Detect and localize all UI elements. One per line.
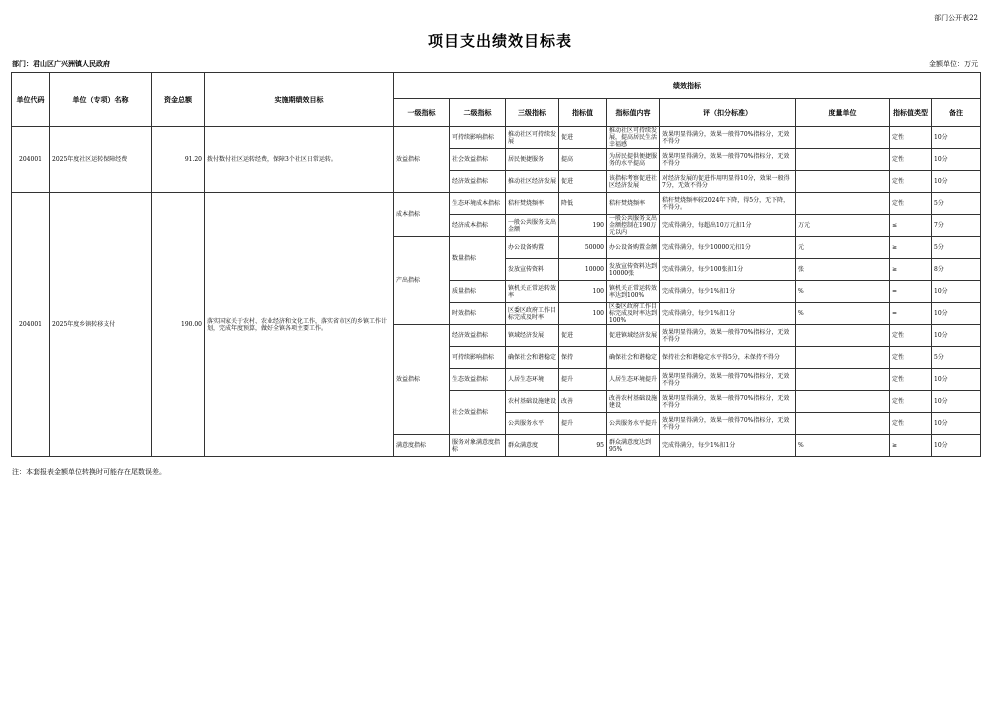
value-type-cell: ≤ [890,215,932,237]
value-type-cell: ≥ [890,237,932,259]
value-cell: 提升 [559,369,607,391]
content-cell: 一般公共服务支出金额控制在190万元以内 [607,215,660,237]
remark-cell: 10分 [932,325,981,347]
level3-cell: 群众满意度 [506,435,559,457]
measure-cell [796,325,890,347]
value-type-cell: 定性 [890,171,932,193]
level3-cell: 推动社区可持续发展 [506,127,559,149]
measure-cell: % [796,303,890,325]
measure-cell: 万元 [796,215,890,237]
table-number-label: 部门公开表22 [934,14,978,22]
value-cell: 50000 [559,237,607,259]
level1-cell: 成本指标 [394,193,450,237]
level1-cell: 效益指标 [394,127,450,193]
level3-cell: 办公设备购置 [506,237,559,259]
value-cell: 促进 [559,325,607,347]
scoring-cell: 效果明显得满分，效果一般得70%指标分，无效不得分 [660,127,796,149]
unit-name-cell: 2025年度乡镇转移支付 [50,193,152,457]
value-cell: 降低 [559,193,607,215]
header-unit-name: 单位（专项）名称 [50,73,152,127]
level2-cell: 社会效益指标 [450,391,506,435]
content-cell: 人居生态环境提升 [607,369,660,391]
funds-cell: 91.20 [152,127,205,193]
value-type-cell: 定性 [890,193,932,215]
level3-cell: 发放宣传资料 [506,259,559,281]
scoring-cell: 效果明显得满分，效果一般得70%指标分，无效不得分 [660,391,796,413]
remark-cell: 10分 [932,369,981,391]
remark-cell: 5分 [932,237,981,259]
value-type-cell: 定性 [890,347,932,369]
header-unit-code: 单位代码 [12,73,50,127]
scoring-cell: 完成得满分，每少1%扣1分 [660,303,796,325]
content-cell: 发放宣传资料达到10000张 [607,259,660,281]
content-cell: 改善农村基础设施建设 [607,391,660,413]
remark-cell: 7分 [932,215,981,237]
funds-cell: 190.00 [152,193,205,457]
measure-cell: 元 [796,237,890,259]
level3-cell: 居民便捷服务 [506,149,559,171]
scoring-cell: 效果明显得满分，效果一般得70%指标分，无效不得分 [660,413,796,435]
level1-cell: 产出指标 [394,237,450,325]
measure-cell: % [796,281,890,303]
remark-cell: 5分 [932,193,981,215]
remark-cell: 10分 [932,149,981,171]
target-cell: 落实国家关于农村、农业经济和文化工作，落实省市区的乡镇工作计划，完成年度预算，做好全镇各项主要工作。 [205,193,394,457]
value-cell: 保持 [559,347,607,369]
level3-cell: 推动社区经济发展 [506,171,559,193]
value-type-cell: = [890,281,932,303]
measure-cell [796,171,890,193]
header-measure: 度量单位 [796,99,890,127]
level2-cell: 可持续影响指标 [450,347,506,369]
level3-cell: 确保社会和谐稳定 [506,347,559,369]
level2-cell: 可持续影响指标 [450,127,506,149]
measure-cell: 张 [796,259,890,281]
page-title: 项目支出绩效目标表 [427,32,572,50]
target-cell: 拨付数付社区运转经费，保障3个社区日常运转。 [205,127,394,193]
value-type-cell: = [890,303,932,325]
remark-cell: 10分 [932,171,981,193]
value-cell: 促进 [559,127,607,149]
value-cell: 促进 [559,171,607,193]
level2-cell: 生态环境成本指标 [450,193,506,215]
level2-cell: 社会效益指标 [450,149,506,171]
remark-cell: 10分 [932,413,981,435]
scoring-cell: 效果明显得满分，效果一般得70%指标分，无效不得分 [660,369,796,391]
scoring-cell: 效果明显得满分，效果一般得70%指标分，无效不得分 [660,149,796,171]
performance-table [11,72,981,457]
value-type-cell: 定性 [890,149,932,171]
level3-cell: 镇域经济发展 [506,325,559,347]
header-content: 指标值内容 [607,99,660,127]
value-cell: 提升 [559,413,607,435]
level2-cell: 时效指标 [450,303,506,325]
scoring-cell: 完成得满分，每少1%扣1分 [660,281,796,303]
content-cell: 推动社区可持续发展，提高居民生活幸福感 [607,127,660,149]
value-type-cell: 定性 [890,369,932,391]
value-cell: 95 [559,435,607,457]
scoring-cell: 对经济发展的促进作用明显得10分，效果一般得7分，无效不得分 [660,171,796,193]
level1-cell: 效益指标 [394,325,450,435]
scoring-cell: 秸秆焚烧频率较2024年下降，得5分，无下降，不得分。 [660,193,796,215]
scoring-cell: 效果明显得满分，效果一般得70%指标分，无效不得分 [660,325,796,347]
remark-cell: 10分 [932,435,981,457]
measure-cell [796,391,890,413]
value-cell: 190 [559,215,607,237]
content-cell: 秸秆焚烧频率 [607,193,660,215]
value-cell: 改善 [559,391,607,413]
content-cell: 确保社会和谐稳定 [607,347,660,369]
value-type-cell: 定性 [890,325,932,347]
content-cell: 为居民提供便捷服务的水平提高 [607,149,660,171]
value-type-cell: ≥ [890,259,932,281]
level2-cell: 数量指标 [450,237,506,281]
content-cell: 区委区政府工作目标完成及时率达到100% [607,303,660,325]
remark-cell: 5分 [932,347,981,369]
measure-cell [796,347,890,369]
measure-cell [796,413,890,435]
level2-cell: 经济效益指标 [450,171,506,193]
remark-cell: 10分 [932,303,981,325]
remark-cell: 10分 [932,281,981,303]
scoring-cell: 保持社会和谐稳定水平得5分，未保持不得分 [660,347,796,369]
level3-cell: 人居生态环境 [506,369,559,391]
level3-cell: 秸秆焚烧频率 [506,193,559,215]
level3-cell: 一般公共服务支出金额 [506,215,559,237]
value-type-cell: ≥ [890,435,932,457]
level2-cell: 质量指标 [450,281,506,303]
header-indicators: 绩效指标 [394,73,981,99]
level3-cell: 公共服务水平 [506,413,559,435]
value-type-cell: 定性 [890,127,932,149]
content-cell: 镇机关正常运转效率达到100% [607,281,660,303]
remark-cell: 10分 [932,127,981,149]
department-label: 部门：君山区广兴洲镇人民政府 [12,59,110,68]
value-type-cell: 定性 [890,413,932,435]
header-level2: 二级指标 [450,99,506,127]
value-cell: 10000 [559,259,607,281]
content-cell: 群众满意度达到95% [607,435,660,457]
content-cell: 该指标考察促进社区经济发展 [607,171,660,193]
header-target: 实施期绩效目标 [205,73,394,127]
unit-name-cell: 2025年度社区运转保障经费 [50,127,152,193]
header-value: 指标值 [559,99,607,127]
measure-cell: % [796,435,890,457]
table-row [12,193,981,215]
measure-cell [796,369,890,391]
scoring-cell: 完成得满分，每少1%扣1分 [660,435,796,457]
value-type-cell: 定性 [890,391,932,413]
remark-cell: 8分 [932,259,981,281]
value-cell: 提高 [559,149,607,171]
level3-cell: 区委区政府工作目标完成及时率 [506,303,559,325]
header-remark: 备注 [932,99,981,127]
level2-cell: 经济效益指标 [450,325,506,347]
amount-unit-label: 金额单位：万元 [929,60,978,68]
measure-cell [796,127,890,149]
unit-code-cell: 204001 [12,127,50,193]
level2-cell: 生态效益指标 [450,369,506,391]
value-cell: 100 [559,281,607,303]
level3-cell: 镇机关正常运转效率 [506,281,559,303]
value-cell: 100 [559,303,607,325]
table-row [12,127,981,149]
unit-code-cell: 204001 [12,193,50,457]
header-level3: 三级指标 [506,99,559,127]
scoring-cell: 完成得满分，每超出10万元扣1分 [660,215,796,237]
level1-cell: 满意度指标 [394,435,450,457]
header-total-funds: 资金总额 [152,73,205,127]
content-cell: 促进镇域经济发展 [607,325,660,347]
footnote: 注：本套报表金额单位转换时可能存在尾数误差。 [12,468,166,476]
remark-cell: 10分 [932,391,981,413]
scoring-cell: 完成得满分，每少100张扣1分 [660,259,796,281]
scoring-cell: 完成得满分，每少10000元扣1分 [660,237,796,259]
content-cell: 公共服务水平提升 [607,413,660,435]
header-scoring: 评（扣分标准） [660,99,796,127]
level2-cell: 服务对象满意度指标 [450,435,506,457]
header-value-type: 指标值类型 [890,99,932,127]
level3-cell: 农村基础设施建设 [506,391,559,413]
measure-cell [796,149,890,171]
measure-cell [796,193,890,215]
header-level1: 一级指标 [394,99,450,127]
content-cell: 办公设备购置金额 [607,237,660,259]
level2-cell: 经济成本指标 [450,215,506,237]
